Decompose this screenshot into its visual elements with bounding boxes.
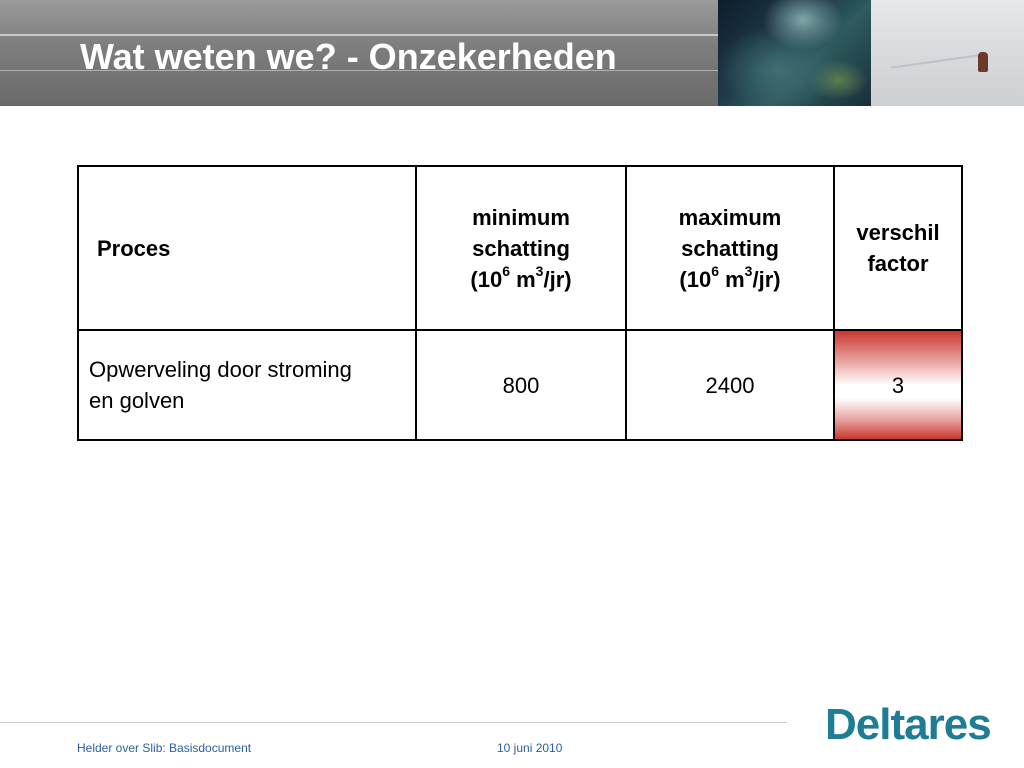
header-maximum-line2: schatting: [681, 235, 779, 261]
table-header-row: [78, 166, 962, 330]
cell-maximum: 2400: [626, 330, 834, 440]
table-row: [78, 330, 962, 440]
header-factor-line1: verschil: [856, 220, 940, 245]
header-verschil-factor: [834, 166, 962, 330]
header-minimum: [416, 166, 626, 330]
cell-factor: 3: [834, 330, 962, 440]
header-maximum: [626, 166, 834, 330]
cell-proces: [78, 330, 416, 440]
deltares-logo: Deltares: [825, 700, 991, 749]
footer-divider: [0, 722, 787, 723]
walker-figure: [978, 52, 988, 72]
footer-date: 10 juni 2010: [497, 741, 563, 755]
uncertainty-table: [77, 165, 963, 441]
proces-line2: en golven: [89, 388, 185, 413]
mudflat-walker-image: [871, 0, 1024, 106]
header-band: [0, 0, 1024, 106]
footer-document-title: Helder over Slib: Basisdocument: [77, 741, 252, 755]
satellite-image: [718, 0, 871, 106]
slide-title: Wat weten we? - Onzekerheden: [80, 36, 617, 77]
cell-minimum: 800: [416, 330, 626, 440]
header-maximum-line1: maximum: [678, 204, 782, 230]
header-factor-line2: factor: [867, 251, 929, 276]
proces-line1: Opwerveling door stroming: [89, 357, 352, 382]
header-maximum-unit: ($10^6$ $m^3/jr$): [679, 263, 781, 292]
header-minimum-line1: minimum: [472, 204, 570, 230]
header-minimum-unit: ($10^6$ $m^3/jr$): [470, 263, 572, 292]
header-proces: Proces: [78, 166, 416, 330]
footprint-track: [891, 53, 985, 68]
header-minimum-line2: schatting: [472, 235, 570, 261]
